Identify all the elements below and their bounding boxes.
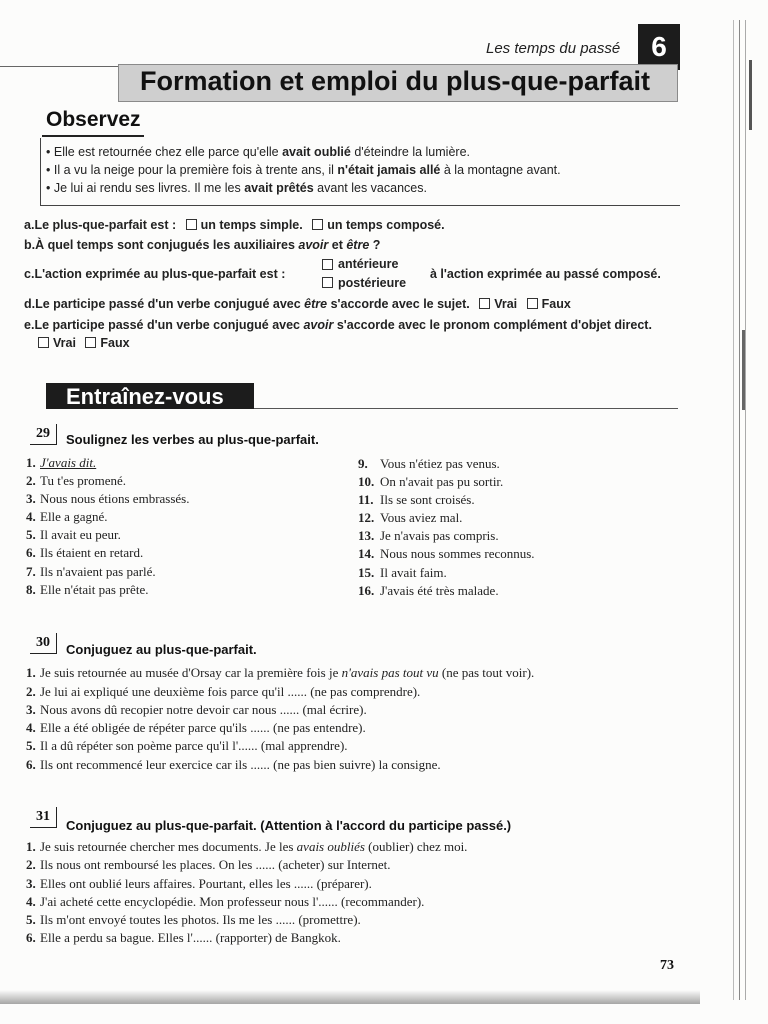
bullet-icon: • <box>46 181 51 195</box>
option-label: Faux <box>541 297 571 311</box>
item-text: Ils étaient en retard. <box>40 545 144 560</box>
binding-edge <box>745 20 746 1000</box>
item-text: Elle n'était pas prête. <box>40 582 149 597</box>
ex30-item <box>26 684 420 700</box>
ex30-item <box>26 738 348 754</box>
text-segment: Il a vu la neige pour la première fois à trente ans, il <box>50 163 338 177</box>
question-text: ? <box>369 238 381 252</box>
question-text: L'action exprimée au plus-que-parfait est : <box>34 267 286 281</box>
question-prefix: b. <box>24 238 36 252</box>
item-number: 10. <box>358 474 375 489</box>
ex29-item-4 <box>26 509 108 525</box>
question-text: s'accorde avec le pronom complément d'objet direct. <box>333 318 652 332</box>
item-text: Vous n'étiez pas venus. <box>380 456 500 471</box>
exercise-number-rule <box>30 653 57 654</box>
item-text: Nous nous étions embrassés. <box>40 491 190 506</box>
text-segment: Elles ont oublié leurs affaires. Pourtant, elles les ...... (préparer). <box>40 876 372 891</box>
option-label: postérieure <box>338 276 407 290</box>
entrainez-heading: Entraînez-vous <box>66 384 224 409</box>
item-text: Il avait eu peur. <box>40 527 121 542</box>
item-text: Tu t'es promené. <box>40 473 126 488</box>
ex29-item-16 <box>358 583 499 599</box>
exercise-number-rule <box>30 827 57 828</box>
question-text: et <box>328 238 347 252</box>
exercise-29-title: Soulignez les verbes au plus-que-parfait. <box>66 432 319 447</box>
exercise-31-title: Conjuguez au plus-que-parfait. (Attention à l'accord du participe passé.) <box>66 818 512 833</box>
ex30-item <box>26 757 441 773</box>
item-number: 6. <box>26 757 36 772</box>
ex29-item-6 <box>26 545 143 561</box>
italic-answer: n'avais pas tout vu <box>341 665 439 680</box>
option-label: un temps composé. <box>327 218 445 232</box>
text-segment: Je suis retournée au musée d'Orsay car la première fois je <box>40 665 342 680</box>
question-text: Le participe passé d'un verbe conjugué avec <box>35 297 305 311</box>
text-segment: Je lui ai expliqué une deuxième fois parce qu'il ...... (ne pas comprendre). <box>40 684 421 699</box>
binding-edge <box>749 60 752 130</box>
question-c <box>24 267 285 281</box>
checkbox-posterieure[interactable] <box>322 277 333 288</box>
text-segment: Je suis retournée chercher mes documents. Je les <box>40 839 297 854</box>
question-text: s'accorde avec le sujet. <box>327 297 470 311</box>
text-segment: à la montagne avant. <box>440 163 561 177</box>
exercise-29-number: 29 <box>36 426 50 441</box>
option-label: antérieure <box>338 257 399 271</box>
item-text: Je n'avais pas compris. <box>380 528 499 543</box>
text-segment: Ils m'ont envoyé toutes les photos. Ils me les ...... (promettre). <box>40 912 361 927</box>
item-number: 4. <box>26 894 36 909</box>
example-line <box>46 163 561 177</box>
item-number: 5. <box>26 527 36 542</box>
checkbox-anterieure[interactable] <box>322 259 333 270</box>
item-text: Elle a gagné. <box>40 509 108 524</box>
item-number: 3. <box>26 702 36 717</box>
item-number: 2. <box>26 857 36 872</box>
question-prefix: a. <box>24 218 35 232</box>
question-italic: avoir <box>303 318 334 332</box>
text-segment: Ils nous ont remboursé les places. On les ...... (acheter) sur Internet. <box>40 857 391 872</box>
item-text: Vous aviez mal. <box>380 510 463 525</box>
item-number: 16. <box>358 583 375 598</box>
chapter-title: Les temps du passé <box>486 40 621 57</box>
item-text: J'avais été très malade. <box>380 583 499 598</box>
option-label: Vrai <box>494 297 518 311</box>
item-number: 3. <box>26 876 36 891</box>
text-segment: Elle a été obligée de répéter parce qu'ils ...... (ne pas entendre). <box>40 720 366 735</box>
ex29-item-7 <box>26 564 156 580</box>
entrainez-rule <box>254 408 678 409</box>
text-segment: d'éteindre la lumière. <box>350 145 470 159</box>
question-text: Le participe passé d'un verbe conjugué avec <box>34 318 304 332</box>
ex29-item-5 <box>26 527 121 543</box>
item-number: 3. <box>26 491 36 506</box>
item-text: Ils se sont croisés. <box>380 492 475 507</box>
item-number: 2. <box>26 684 36 699</box>
observez-underline <box>42 135 144 137</box>
item-number: 11. <box>358 492 374 507</box>
ex29-item-15 <box>358 565 447 581</box>
ex31-item <box>26 857 391 873</box>
item-text: Il avait faim. <box>380 565 447 580</box>
question-italic: être <box>304 297 328 311</box>
ex29-item-1 <box>26 455 96 471</box>
text-segment: (oublier) chez moi. <box>364 839 468 854</box>
item-number: 4. <box>26 509 36 524</box>
option-label: un temps simple. <box>200 218 303 232</box>
item-number: 1. <box>26 665 36 680</box>
question-italic: être <box>346 238 370 252</box>
exercise-30-title: Conjuguez au plus-que-parfait. <box>66 642 257 657</box>
text-segment: Ils ont recommencé leur exercice car ils ...... (ne pas bien suivre) la consigne. <box>40 757 441 772</box>
ex29-item-12 <box>358 510 462 526</box>
question-b <box>24 238 380 252</box>
chapter-number: 6 <box>651 31 667 62</box>
bold-text: n'était jamais allé <box>337 163 441 177</box>
ex30-item <box>26 720 366 736</box>
item-number: 6. <box>26 545 36 560</box>
example-line <box>46 145 470 159</box>
text-segment: J'ai acheté cette encyclopédie. Mon professeur nous l'...... (recommander). <box>40 894 425 909</box>
ex30-item <box>26 665 534 681</box>
checkbox-temps-compose[interactable] <box>312 219 323 230</box>
italic-answer: avais oubliés <box>296 839 365 854</box>
item-number: 2. <box>26 473 36 488</box>
item-text: Nous nous sommes reconnus. <box>380 546 535 561</box>
ex29-item-9 <box>358 456 500 472</box>
exercise-number-rule <box>30 444 57 445</box>
option-label: Vrai <box>53 336 76 350</box>
bullet-icon: • <box>46 145 51 159</box>
item-text: Ils n'avaient pas parlé. <box>40 564 156 579</box>
question-prefix: c. <box>24 267 35 281</box>
item-number: 9. <box>358 456 368 471</box>
ex29-item-14 <box>358 546 535 562</box>
checkbox-vrai[interactable] <box>479 298 490 309</box>
exercise-number-rule <box>56 424 57 444</box>
checkbox-vrai[interactable] <box>38 337 49 348</box>
text-segment: avant les vacances. <box>313 181 427 195</box>
text-segment: Il a dû répéter son poème parce qu'il l'...... (mal apprendre). <box>40 738 348 753</box>
item-number: 1. <box>26 839 36 854</box>
example-line <box>46 181 427 195</box>
bullet-icon: • <box>46 163 51 177</box>
question-e <box>24 318 652 332</box>
item-number: 5. <box>26 738 36 753</box>
ex29-item-8 <box>26 582 148 598</box>
question-e-options <box>32 336 130 350</box>
ex29-item-13 <box>358 528 499 544</box>
text-segment: Nous avons dû recopier notre devoir car nous ...... (mal écrire). <box>40 702 367 717</box>
question-prefix: e. <box>24 318 35 332</box>
binding-edge <box>733 20 734 1000</box>
binding-edge <box>739 20 740 1000</box>
item-text: On n'avait pas pu sortir. <box>380 474 504 489</box>
ex31-item <box>26 876 372 892</box>
text-segment: Elle est retournée chez elle parce qu'elle <box>50 145 283 159</box>
ex31-item <box>26 894 424 910</box>
question-text: Le plus-que-parfait est : <box>34 218 177 232</box>
ex31-item <box>26 930 341 946</box>
binding-edge <box>742 330 745 410</box>
question-text: À quel temps sont conjugués les auxiliaires <box>35 238 299 252</box>
item-number: 6. <box>26 930 36 945</box>
item-number: 8. <box>26 582 36 597</box>
ex29-item-2 <box>26 473 126 489</box>
text-segment: Je lui ai rendu ses livres. Il me les <box>50 181 245 195</box>
question-a <box>24 218 445 232</box>
exercise-30-number: 30 <box>36 635 50 650</box>
item-answer: J'avais dit. <box>40 455 97 470</box>
question-italic: avoir <box>298 238 329 252</box>
ex31-item <box>26 912 361 928</box>
observez-heading: Observez <box>46 108 141 131</box>
question-prefix: d. <box>24 297 36 311</box>
bold-text: avait prêtés <box>244 181 314 195</box>
checkbox-faux[interactable] <box>85 337 96 348</box>
item-number: 1. <box>26 455 36 470</box>
question-d <box>24 297 571 311</box>
checkbox-faux[interactable] <box>527 298 538 309</box>
ex29-item-10 <box>358 474 503 490</box>
main-title: Formation et emploi du plus-que-parfait <box>140 66 651 96</box>
item-number: 12. <box>358 510 375 525</box>
exercise-number-rule <box>56 807 57 827</box>
page-shadow <box>0 990 700 1004</box>
item-number: 15. <box>358 565 375 580</box>
ex31-item <box>26 839 467 855</box>
text-segment: Elle a perdu sa bague. Elles l'...... (rapporter) de Bangkok. <box>40 930 341 945</box>
item-number: 4. <box>26 720 36 735</box>
ex29-item-11 <box>358 492 475 508</box>
item-number: 5. <box>26 912 36 927</box>
exercise-number-rule <box>56 633 57 653</box>
option-label: Faux <box>100 336 130 350</box>
item-number: 13. <box>358 528 375 543</box>
ex29-item-3 <box>26 491 190 507</box>
checkbox-temps-simple[interactable] <box>186 219 197 230</box>
page-number: 73 <box>660 958 674 973</box>
exercise-31-number: 31 <box>36 809 50 824</box>
item-number: 7. <box>26 564 36 579</box>
question-text: à l'action exprimée au passé composé. <box>430 267 661 281</box>
ex30-item <box>26 702 367 718</box>
text-segment: (ne pas tout voir). <box>438 665 535 680</box>
item-number: 14. <box>358 546 375 561</box>
bold-text: avait oublié <box>282 145 351 159</box>
